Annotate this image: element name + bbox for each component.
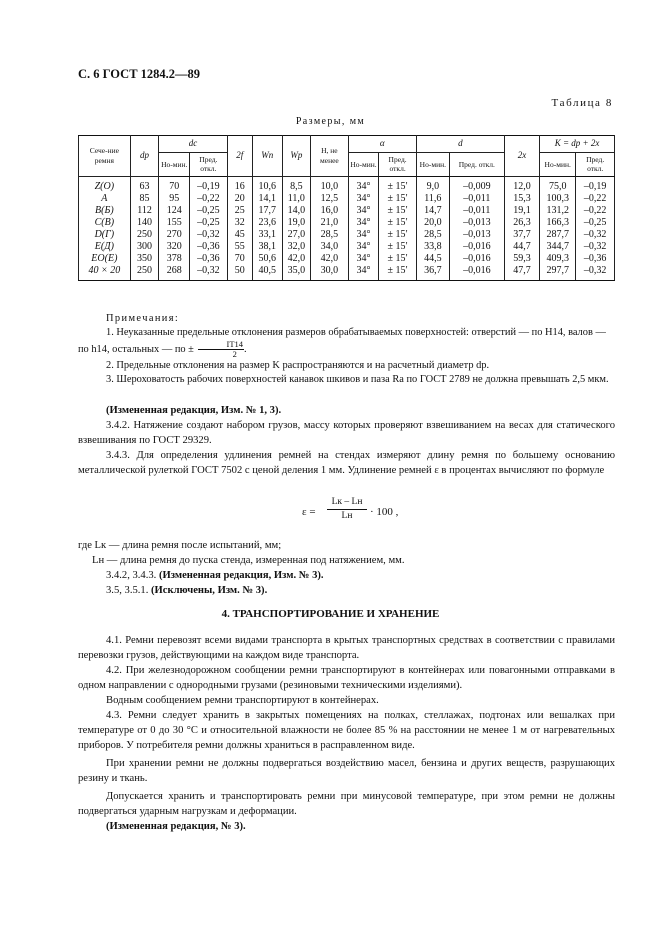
- th-dp: dр: [130, 136, 159, 177]
- cell-x: 15,3: [504, 193, 539, 205]
- where-ln: Lн — длина ремня до пуска стенда, измеренная под натяжением, мм.: [92, 555, 405, 566]
- clause-3-4-3: 3.4.3. Для определения удлинения ремней на стендах измеряют длину ремня по большему основанию металлической рулеткой ГОСТ 7502 с ценой деления 1 мм. Удлинение ремней ε в процентах вычисляют по формуле: [78, 450, 615, 476]
- cell-d-nom: 44,5: [416, 253, 449, 265]
- cell-dc-nom: 378: [159, 253, 190, 265]
- cell-k-dev: –0,32: [576, 265, 615, 281]
- cell-dc-dev: –0,32: [190, 229, 227, 241]
- cell-wp: 32,0: [282, 241, 311, 253]
- edit-note-4: (Измененная редакция, № 3).: [106, 821, 246, 832]
- cell-a-nom: 34°: [348, 253, 379, 265]
- formula-legend: [78, 538, 615, 598]
- cell-sec: A: [79, 193, 131, 205]
- cell-dc-nom: 124: [159, 205, 190, 217]
- cell-x: 44,7: [504, 241, 539, 253]
- cell-a-nom: 34°: [348, 241, 379, 253]
- note-2: 2. Предельные отклонения на размер K распространяются и на расчетный диаметр dр.: [106, 360, 490, 371]
- th-k-dev: Пред. откл.: [576, 152, 615, 177]
- cell-dp: 140: [130, 217, 159, 229]
- th-alpha: α: [348, 136, 416, 153]
- cell-sec: D(Г): [79, 229, 131, 241]
- th-wn: Wп: [252, 136, 282, 177]
- cell-dc-nom: 268: [159, 265, 190, 281]
- cell-a-nom: 34°: [348, 265, 379, 281]
- th-h: H, не менее: [311, 136, 348, 177]
- cell-wn: 23,6: [252, 217, 282, 229]
- notes-title: Примечания:: [106, 313, 180, 324]
- th-section: Сече-ние ремня: [79, 136, 131, 177]
- cell-k-dev: –0,32: [576, 229, 615, 241]
- cell-a-dev: ± 15′: [379, 193, 416, 205]
- cell-x: 26,3: [504, 217, 539, 229]
- table-row: [79, 253, 615, 265]
- cell-h: 30,0: [311, 265, 348, 281]
- cell-k-dev: –0,32: [576, 241, 615, 253]
- cell-dc-nom: 320: [159, 241, 190, 253]
- cell-f: 16: [227, 177, 252, 194]
- th-2x: 2x: [504, 136, 539, 177]
- cell-a-dev: ± 15′: [379, 217, 416, 229]
- cell-d-dev: –0,013: [449, 229, 504, 241]
- cell-f: 70: [227, 253, 252, 265]
- cell-k-dev: –0,19: [576, 177, 615, 194]
- cell-d-nom: 28,5: [416, 229, 449, 241]
- cell-d-dev: –0,013: [449, 217, 504, 229]
- cell-dp: 350: [130, 253, 159, 265]
- cell-x: 19,1: [504, 205, 539, 217]
- edit-note-3: 3.5, 3.5.1. (Исключены, Изм. № 3).: [106, 585, 268, 596]
- table-row: [79, 265, 615, 281]
- table-number: Таблица 8: [551, 97, 613, 109]
- section-4-title: 4. ТРАНСПОРТИРОВАНИЕ И ХРАНЕНИЕ: [221, 608, 440, 620]
- cell-k-nom: 287,7: [540, 229, 576, 241]
- cell-k-nom: 131,2: [540, 205, 576, 217]
- cell-dc-dev: –0,25: [190, 205, 227, 217]
- formula-fraction: Lк – Lн Lн: [327, 496, 367, 523]
- cell-wp: 11,0: [282, 193, 311, 205]
- cell-h: 12,5: [311, 193, 348, 205]
- cell-d-nom: 9,0: [416, 177, 449, 194]
- cell-x: 37,7: [504, 229, 539, 241]
- th-dc: dс: [159, 136, 227, 153]
- cell-a-nom: 34°: [348, 193, 379, 205]
- th-dc-dev: Пред. откл.: [190, 152, 227, 177]
- cell-wp: 42,0: [282, 253, 311, 265]
- table-row: [79, 205, 615, 217]
- cell-dc-nom: 95: [159, 193, 190, 205]
- table-row: [79, 241, 615, 253]
- cell-k-dev: –0,36: [576, 253, 615, 265]
- cell-k-nom: 166,3: [540, 217, 576, 229]
- edit-note-1: (Измененная редакция, Изм. № 1, 3).: [106, 405, 282, 416]
- cell-dc-dev: –0,32: [190, 265, 227, 281]
- th-alpha-dev: Пред. откл.: [379, 152, 416, 177]
- cell-f: 25: [227, 205, 252, 217]
- th-d-dev: Пред. откл.: [449, 152, 504, 177]
- page-header: С. 6 ГОСТ 1284.2—89: [78, 67, 201, 81]
- cell-d-dev: –0,011: [449, 205, 504, 217]
- cell-wp: 8,5: [282, 177, 311, 194]
- cell-dp: 250: [130, 265, 159, 281]
- cell-dp: 250: [130, 229, 159, 241]
- clause-4-3-oils: При хранении ремни не должны подвергаться воздействию масел, бензина и других веществ, разрушающих резину и ткань.: [78, 758, 615, 784]
- cell-a-dev: ± 15′: [379, 241, 416, 253]
- cell-dc-dev: –0,25: [190, 217, 227, 229]
- cell-k-dev: –0,22: [576, 205, 615, 217]
- cell-f: 32: [227, 217, 252, 229]
- cell-k-nom: 75,0: [540, 177, 576, 194]
- cell-sec: E(Д): [79, 241, 131, 253]
- cell-x: 59,3: [504, 253, 539, 265]
- cell-d-dev: –0,016: [449, 253, 504, 265]
- edit-note-2: 3.4.2, 3.4.3. (Измененная редакция, Изм. № 3).: [106, 570, 324, 581]
- note-3: 3. Шероховатость рабочих поверхностей канавок шкивов и паза Ra по ГОСТ 2789 не должна превышать 2,5 мкм.: [106, 374, 609, 385]
- cell-k-dev: –0,22: [576, 193, 615, 205]
- cell-k-nom: 409,3: [540, 253, 576, 265]
- cell-sec: Z(O): [79, 177, 131, 194]
- cell-x: 12,0: [504, 177, 539, 194]
- table-row: [79, 193, 615, 205]
- cell-f: 20: [227, 193, 252, 205]
- where-lk: где Lк — длина ремня после испытаний, мм;: [78, 540, 282, 551]
- cell-wp: 14,0: [282, 205, 311, 217]
- cell-a-nom: 34°: [348, 205, 379, 217]
- table-row: [79, 229, 615, 241]
- cell-dc-nom: 270: [159, 229, 190, 241]
- table-notes: [78, 312, 615, 387]
- cell-wp: 27,0: [282, 229, 311, 241]
- cell-k-nom: 297,7: [540, 265, 576, 281]
- cell-d-nom: 36,7: [416, 265, 449, 281]
- it14-fraction: $\frac{IT14}{2}$: [198, 340, 245, 359]
- cell-k-nom: 100,3: [540, 193, 576, 205]
- th-d-nom: Но-мин.: [416, 152, 449, 177]
- cell-h: 34,0: [311, 241, 348, 253]
- cell-a-dev: ± 15′: [379, 205, 416, 217]
- th-d: d: [416, 136, 504, 153]
- cell-x: 47,7: [504, 265, 539, 281]
- cell-wn: 10,6: [252, 177, 282, 194]
- cell-dp: 300: [130, 241, 159, 253]
- clause-4-3-cold: Допускается хранить и транспортировать ремни при минусовой температуре, при этом ремни не должны подвергаться ударным нагрузкам и деформации.: [78, 791, 615, 817]
- cell-sec: EO(E): [79, 253, 131, 265]
- cell-wn: 40,5: [252, 265, 282, 281]
- cell-a-nom: 34°: [348, 177, 379, 194]
- cell-h: 42,0: [311, 253, 348, 265]
- th-dc-nom: Но-мин.: [159, 152, 190, 177]
- cell-h: 10,0: [311, 177, 348, 194]
- cell-dp: 85: [130, 193, 159, 205]
- clause-3-4-2: 3.4.2. Натяжение создают набором грузов, массу которых проверяют взвешиванием на весах для статического взвешивания по ГОСТ 29329.: [78, 420, 615, 446]
- section-4-body: [78, 633, 615, 834]
- cell-sec: C(B): [79, 217, 131, 229]
- cell-dp: 63: [130, 177, 159, 194]
- cell-wp: 35,0: [282, 265, 311, 281]
- cell-k-nom: 344,7: [540, 241, 576, 253]
- cell-wn: 38,1: [252, 241, 282, 253]
- clause-4-2-water: Водным сообщением ремни транспортируют в контейнерах.: [106, 695, 379, 706]
- cell-wn: 33,1: [252, 229, 282, 241]
- cell-k-dev: –0,25: [576, 217, 615, 229]
- th-alpha-nom: Но-мин.: [348, 152, 379, 177]
- cell-wn: 50,6: [252, 253, 282, 265]
- table-row: [79, 177, 615, 194]
- cell-dc-nom: 155: [159, 217, 190, 229]
- cell-dc-dev: –0,19: [190, 177, 227, 194]
- cell-sec: 40 × 20: [79, 265, 131, 281]
- cell-h: 21,0: [311, 217, 348, 229]
- cell-a-dev: ± 15′: [379, 253, 416, 265]
- dimensions-table: [78, 135, 615, 281]
- cell-d-nom: 20,0: [416, 217, 449, 229]
- cell-a-nom: 34°: [348, 217, 379, 229]
- th-k: K = dр + 2x: [540, 136, 615, 153]
- th-k-nom: Но-мин.: [540, 152, 576, 177]
- cell-wp: 19,0: [282, 217, 311, 229]
- cell-f: 55: [227, 241, 252, 253]
- cell-a-dev: ± 15′: [379, 229, 416, 241]
- cell-d-dev: –0,009: [449, 177, 504, 194]
- cell-d-dev: –0,011: [449, 193, 504, 205]
- cell-wn: 17,7: [252, 205, 282, 217]
- note-1: 1. Неуказанные предельные отклонения размеров обрабатываемых поверхностей: отверстий — по H14, валов — по h14, остальных — по ± $\frac{IT14}{2}$ .: [78, 327, 606, 359]
- clause-3-4: [78, 403, 615, 478]
- cell-wn: 14,1: [252, 193, 282, 205]
- cell-h: 28,5: [311, 229, 348, 241]
- th-2f: 2f: [227, 136, 252, 177]
- cell-dc-dev: –0,36: [190, 253, 227, 265]
- th-wp: Wр: [282, 136, 311, 177]
- cell-f: 45: [227, 229, 252, 241]
- cell-h: 16,0: [311, 205, 348, 217]
- cell-dp: 112: [130, 205, 159, 217]
- cell-dc-nom: 70: [159, 177, 190, 194]
- clause-4-3: 4.3. Ремни следует хранить в закрытых помещениях на полках, стеллажах, подтонах или вешалках при температуре от 0 до 30 °C и относительной влажности не более 85 % на расстоянии не менее 1 м от нагревательных приборов. У потребителя ремни должны храниться в расправленном виде.: [78, 710, 615, 751]
- cell-d-nom: 33,8: [416, 241, 449, 253]
- clause-4-1: 4.1. Ремни перевозят всеми видами транспорта в крытых транспортных средствах в соответствии с правилами перевозки грузов, действующими на каждом виде транспорта.: [78, 635, 615, 661]
- cell-d-nom: 11,6: [416, 193, 449, 205]
- cell-f: 50: [227, 265, 252, 281]
- cell-sec: B(Б): [79, 205, 131, 217]
- clause-4-2: 4.2. При железнодорожном сообщении ремни транспортируют в контейнерах или повагонными отправками в одном направлении с однородными грузами (резиновыми техническими изделиями).: [78, 665, 615, 691]
- cell-dc-dev: –0,22: [190, 193, 227, 205]
- cell-d-nom: 14,7: [416, 205, 449, 217]
- cell-dc-dev: –0,36: [190, 241, 227, 253]
- table-caption: Размеры, мм: [295, 116, 366, 127]
- cell-a-nom: 34°: [348, 229, 379, 241]
- cell-a-dev: ± 15′: [379, 265, 416, 281]
- cell-d-dev: –0,016: [449, 241, 504, 253]
- cell-a-dev: ± 15′: [379, 177, 416, 194]
- table-row: [79, 217, 615, 229]
- cell-d-dev: –0,016: [449, 265, 504, 281]
